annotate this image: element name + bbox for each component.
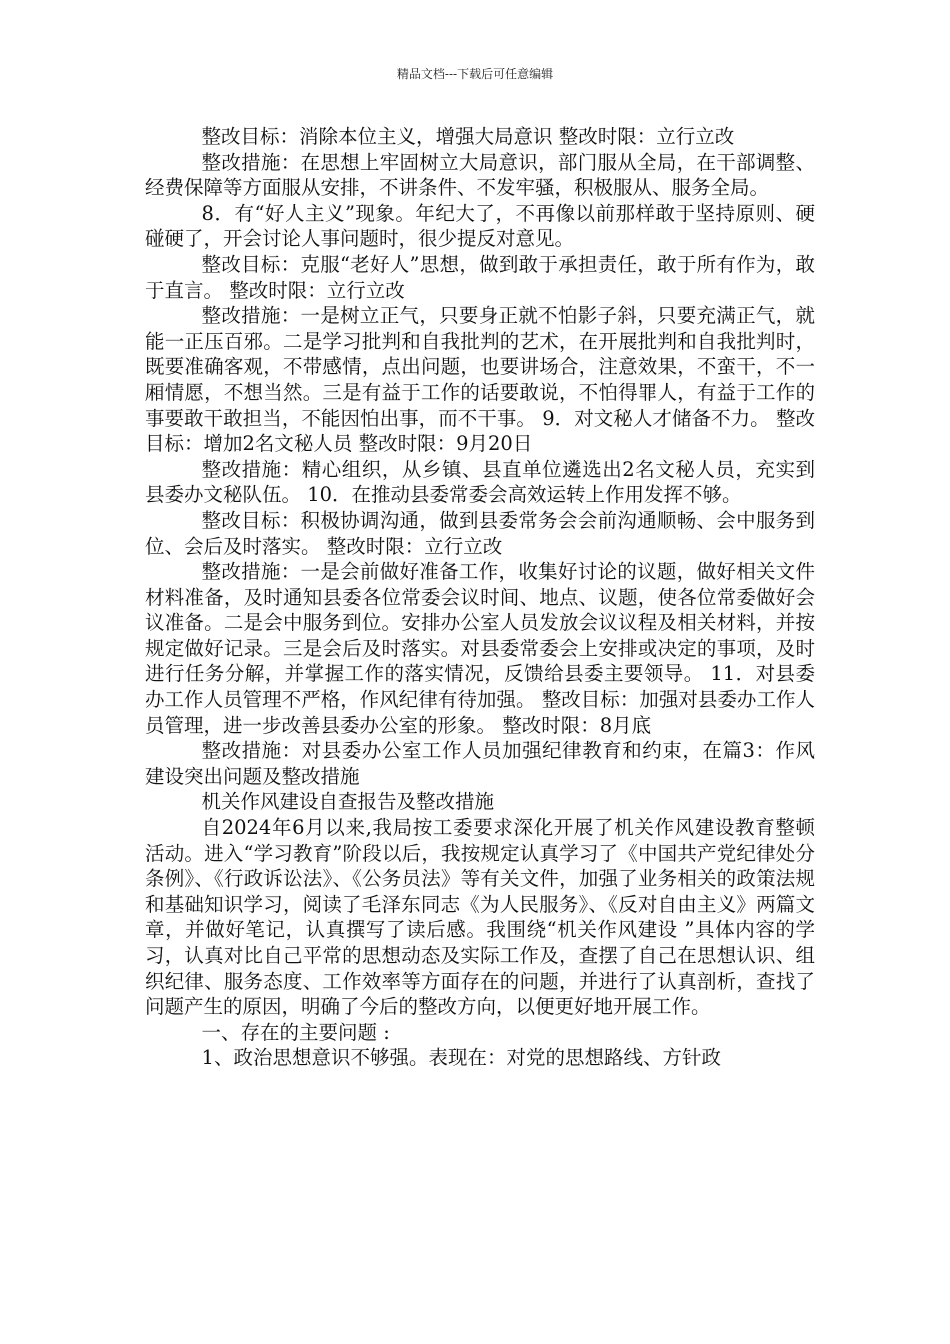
paragraph: 整改目标：克服“老好人”思想，做到敢于承担责任，敢于所有作为，敢于直言。 整改时限：立行立改: [145, 252, 815, 302]
paragraph: 整改措施：精心组织，从乡镇、县直单位遴选出2名文秘人员，充实到县委办文秘队伍。 10．在推动县委常委会高效运转上作用发挥不够。: [145, 457, 815, 507]
paragraph: 整改措施：对县委办公室工作人员加强纪律教育和约束，在篇3：作风建设突出问题及整改措施: [145, 739, 815, 788]
document-body: [145, 124, 815, 1071]
paragraph: 整改目标：消除本位主义，增强大局意识 整改时限：立行立改: [201, 125, 735, 148]
paragraph: 整改措施：一是会前做好准备工作，收集好讨论的议题，做好相关文件材料准备，及时通知县委各位常委会议时间、地点、议题，使各位常委做好会议准备。二是会中服务到位。安排办公室人员发放会议议程及相关材料，并按规定做好记录。三是会后及时落实。对县委常委会上安排或决定的事项，及时进行任务分解，并掌握工作的落实情况，反馈给县委主要领导。 11．对县委办工作人员管理不严格，作风纪律有待加强。 整改目标：加强对县委办工作人员管理，进一步改善县委办公室的形象。 整改时限：8月底: [145, 560, 815, 737]
section-heading: 一、存在的主要问题 :: [201, 1020, 390, 1044]
paragraph: 1、政治思想意识不够强。表现在：对党的思想路线、方针政: [201, 1046, 721, 1070]
paragraph: 8．有“好人主义”现象。年纪大了，不再像以前那样敢于坚持原则、硬碰硬了，开会讨论人事问题时，很少提反对意见。: [145, 201, 815, 251]
page-header: 精品文档---下载后可任意编辑: [396, 67, 554, 81]
paragraph: 整改措施：一是树立正气，只要身正就不怕影子斜，只要充满正气，就能一正压百邪。二是学习批判和自我批判的艺术，在开展批判和自我批判时，既要准确客观，不带感情，点出问题，也要讲场合，注意效果，不蛮干，不一厢情愿，不想当然。三是有益于工作的话要敢说，不怕得罪人，有益于工作的事要敢干敢担当，不能因怕出事，而不干事。 9．对文秘人才储备不力。 整改目标：增加2名文秘人员 整改时限：9月20日: [145, 304, 815, 456]
paragraph: 整改目标：积极协调沟通，做到县委常务会会前沟通顺畅、会中服务到位、会后及时落实。 整改时限：立行立改: [145, 508, 815, 558]
section-title: 机关作风建设自查报告及整改措施: [201, 790, 495, 814]
paragraph: 整改措施：在思想上牢固树立大局意识，部门服从全局，在干部调整、经费保障等方面服从安排，不讲条件、不发牢骚，积极服从、服务全局。: [145, 150, 815, 200]
paragraph: 自2024年6月以来,我局按工委要求深化开展了机关作风建设教育整顿活动。进入“学习教育”阶段以后，我按规定认真学习了《中国共产党纪律处分条例》、《行政诉讼法》、《公务员法》等有关文件，加强了业务相关的政策法规和基础知识学习，阅读了毛泽东同志《为人民服务》、《反对自由主义》两篇文章，并做好笔记，认真撰写了读后感。我围绕“机关作风建设 ”具体内容的学习，认真对比自己平常的思想动态及实际工作及，查摆了自己在思想认识、组织纪律、服务态度、工作效率等方面存在的问题，并进行了认真剖析，查找了问题产生的原因，明确了今后的整改方向，以便更好地开展工作。: [145, 816, 815, 1019]
